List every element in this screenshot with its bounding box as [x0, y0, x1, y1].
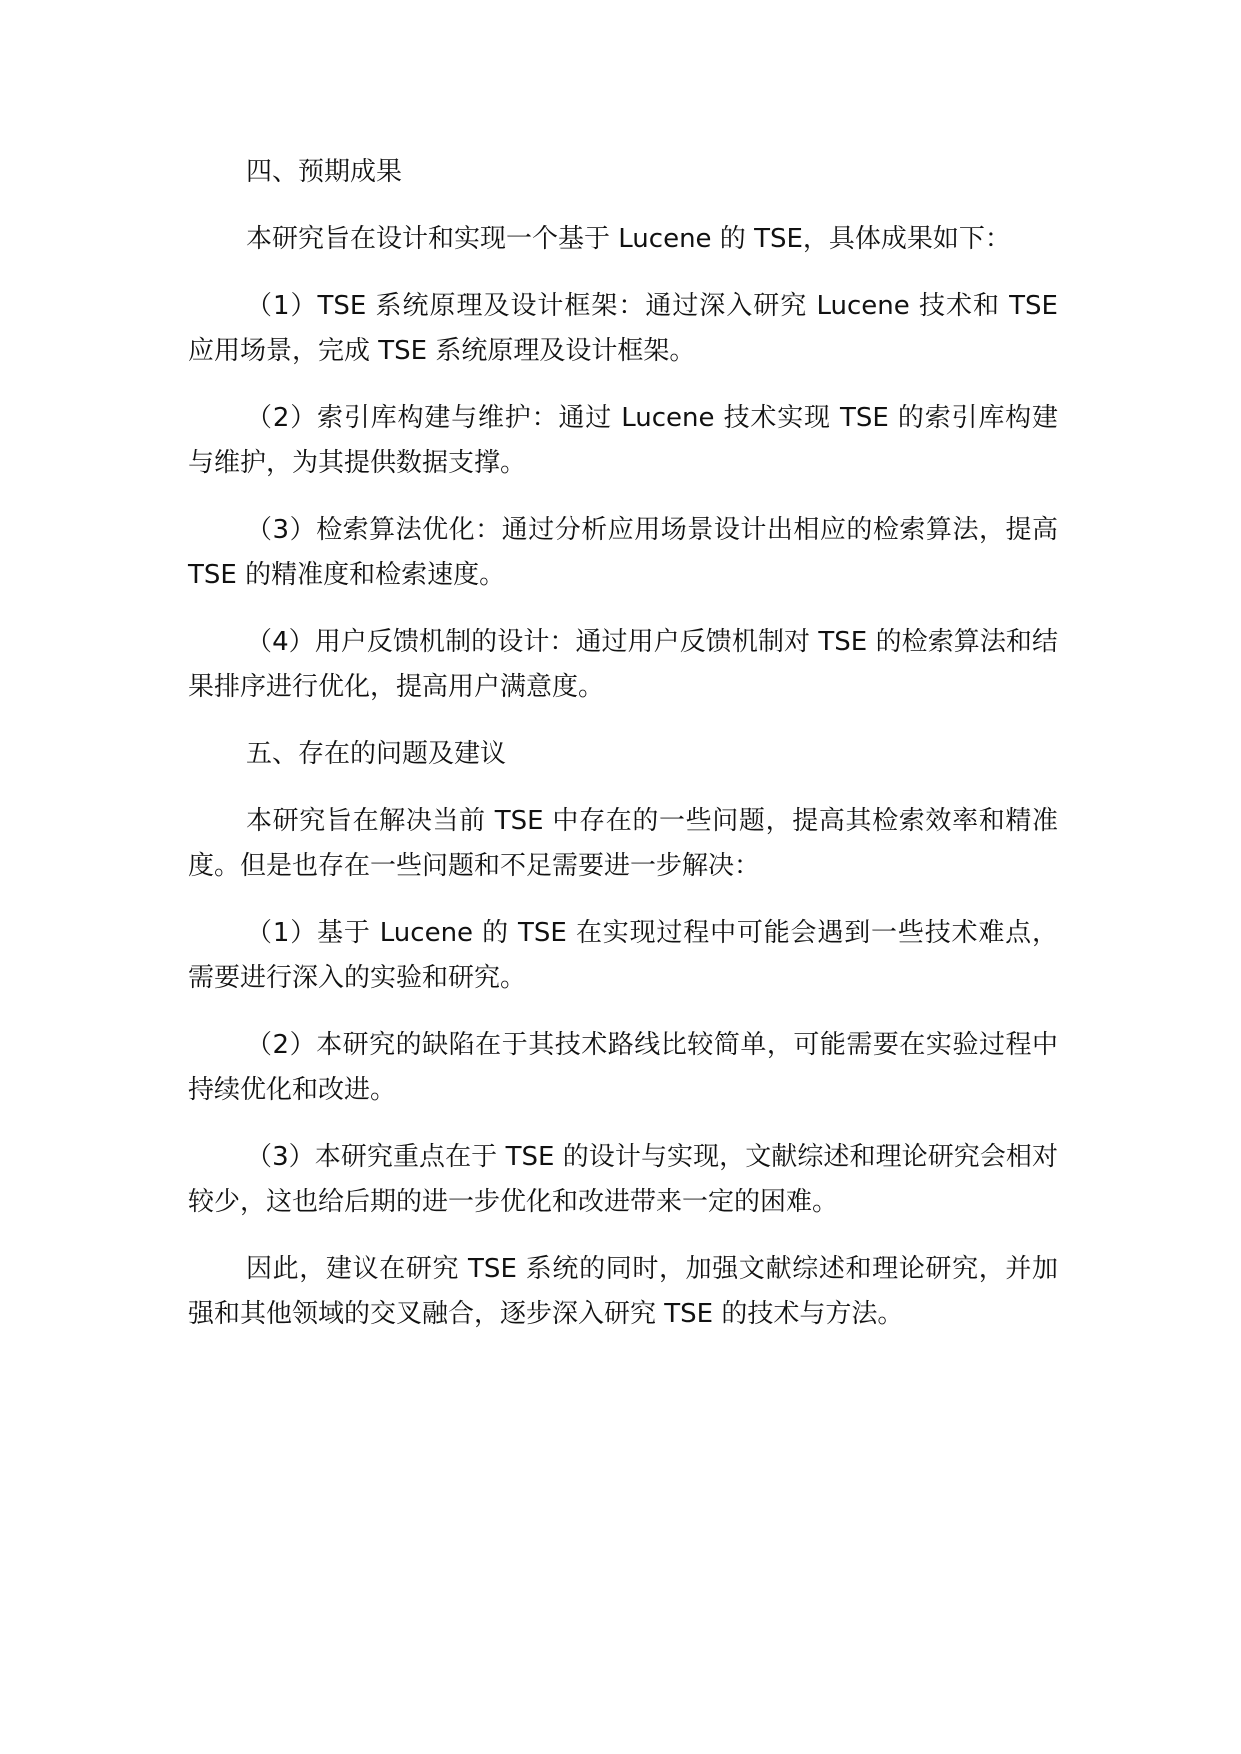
- result-item-1: （1）TSE 系统原理及设计框架：通过深入研究 Lucene 技术和 TSE 应用场景，完成 TSE 系统原理及设计框架。: [188, 291, 1058, 366]
- problem-item-2: （2）本研究的缺陷在于其技术路线比较简单，可能需要在实验过程中持续优化和改进。: [188, 1030, 1058, 1105]
- result-item-2: （2）索引库构建与维护：通过 Lucene 技术实现 TSE 的索引库构建与维护，为其提供数据支撑。: [188, 403, 1058, 478]
- section-intro-problems: 本研究旨在解决当前 TSE 中存在的一些问题，提高其检索效率和精准度。但是也存在一些问题和不足需要进一步解决：: [188, 806, 1058, 881]
- problem-item-3: （3）本研究重点在于 TSE 的设计与实现，文献综述和理论研究会相对较少，这也给后期的进一步优化和改进带来一定的困难。: [188, 1142, 1058, 1217]
- result-item-4: （4）用户反馈机制的设计：通过用户反馈机制对 TSE 的检索算法和结果排序进行优化，提高用户满意度。: [188, 627, 1058, 702]
- section-heading-expected-results: 四、预期成果: [246, 157, 403, 187]
- suggestion-paragraph: 因此，建议在研究 TSE 系统的同时，加强文献综述和理论研究，并加强和其他领域的交叉融合，逐步深入研究 TSE 的技术与方法。: [188, 1254, 1058, 1329]
- section-intro-expected-results: 本研究旨在设计和实现一个基于 Lucene 的 TSE，具体成果如下：: [246, 224, 1011, 254]
- document-body: [188, 150, 1058, 1359]
- problem-item-1: （1）基于 Lucene 的 TSE 在实现过程中可能会遇到一些技术难点，需要进行深入的实验和研究。: [188, 918, 1058, 993]
- section-heading-problems-suggestions: 五、存在的问题及建议: [246, 739, 507, 769]
- result-item-3: （3）检索算法优化：通过分析应用场景设计出相应的检索算法，提高 TSE 的精准度和检索速度。: [188, 515, 1058, 590]
